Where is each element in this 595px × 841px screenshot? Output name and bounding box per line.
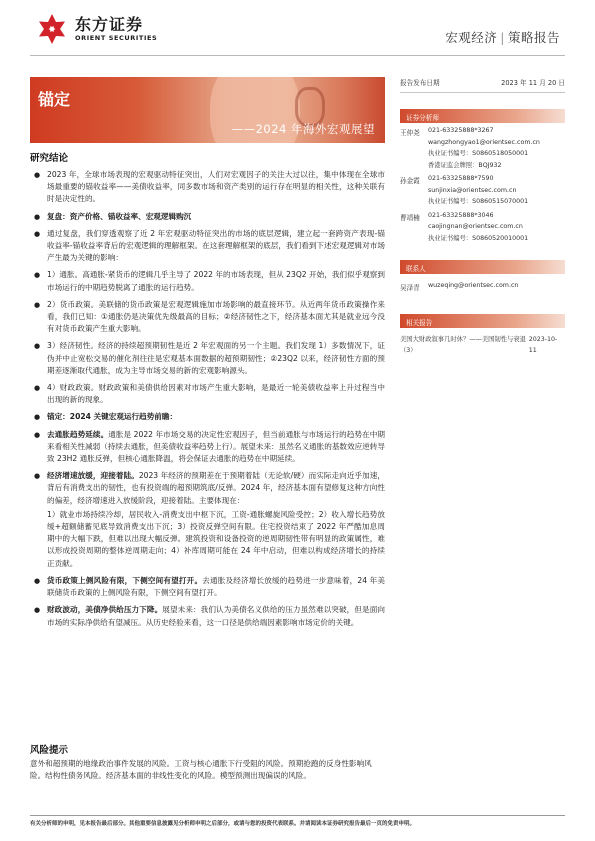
- bullet-paragraph: ● 2）货币政策。美联储的货币政策是宏观逻辑施加市场影响的最直接环节。从近两年货币政策操作来看，我们已知：①通胀仍是决策优先级最高的目标；②经济韧性之下，经济基本面尤其是就业远今没有对货币政策产生重大影响。: [34, 299, 385, 334]
- brand-logo: [35, 12, 157, 46]
- bullet-paragraph: ● 货币政策上侧风险有限，下侧空间有望打开。去通胀及经济增长放缓的趋势进一步意味着，24 年美联储货币政策的上侧风险有限，下侧空间有望打开。: [34, 575, 385, 598]
- bullet-paragraph: ● 2023 年，全球市场表现的宏观驱动特征突出，人们对宏观因子的关注大过以往，集中体现在全球市场最重要的锚收益率——美债收益率，同多数市场和资产类别的运行存在明显的相关性，这种关联有时是决定性的。: [34, 170, 385, 204]
- bullet-icon: ●: [34, 606, 41, 615]
- analyst-phone: 021-63325888*3267: [428, 127, 494, 134]
- bullet-icon: ●: [34, 413, 41, 422]
- analyst-phone: 021-63325888*3046: [428, 211, 494, 219]
- analyst-entry: [400, 210, 565, 245]
- contact-email[interactable]: wuzeqing@orientsec.com.cn: [428, 282, 519, 289]
- bullet-icon: ●: [34, 384, 41, 393]
- contact-entry: [400, 280, 565, 292]
- bullet-icon: ●: [34, 271, 41, 280]
- contacts-header: 联系人: [400, 260, 565, 274]
- bullet-icon: ●: [34, 472, 41, 481]
- brand-name-en: ORIENT SECURITIES: [75, 33, 158, 42]
- bullet-paragraph: ● 复盘：资产价格、锚收益率、宏观逻辑购沉: [30, 211, 385, 223]
- section-title: 风险提示: [30, 745, 69, 756]
- analyst-name: 孙金霞: [400, 177, 420, 185]
- bullet-paragraph: ● 4）财政政策。财政政策和美债供给因素对市场产生重大影响，是最近一轮美债收益率上升过程当中出现的新的现象。: [34, 383, 385, 405]
- bullet-icon: ●: [34, 430, 41, 439]
- bullet-paragraph: ● 通过复盘，我们穿透观察了近 2 年宏观驱动特征突出的市场的底层逻辑，建立起一套跨资产表现-锚收益率-锚收益率背后的宏观逻辑的理解框架。在这套理解框架的底层，我们看到下述宏观逻辑对市场产生最为关键的影响：: [34, 228, 385, 263]
- analyst-email[interactable]: caojingnan@orientsec.com.cn: [428, 223, 523, 230]
- analyst-cert: 执业证书编号：S0860520010001: [428, 234, 529, 242]
- bullet-paragraph: ● 锚定：2024 关键宏观运行趋势前瞻：: [30, 411, 385, 423]
- analyst-phone: 021-63325888*7590: [428, 175, 494, 182]
- related-report-title[interactable]: 美国大财政叙事几时休？——美国韧性与衰退（3）: [400, 336, 526, 354]
- report-date-row: [400, 77, 565, 93]
- orient-logo-icon: [35, 12, 69, 46]
- analyst-email[interactable]: sunjinxia@orientsec.com.cn: [428, 186, 517, 194]
- analyst-email[interactable]: wangzhongyao1@orientsec.com.cn: [428, 138, 540, 146]
- risk-section: [30, 742, 385, 782]
- header-divider: [30, 55, 565, 56]
- analyst-name: 王仲尧: [400, 129, 420, 137]
- sub-category-label: 策略报告: [507, 30, 560, 45]
- brand-name-cn: 东方证券: [75, 14, 144, 34]
- title-banner: [30, 77, 385, 143]
- bullet-icon: ●: [34, 342, 41, 351]
- related-report[interactable]: [400, 334, 565, 356]
- bullet-paragraph: ● 财政波动，美债净供给压力下降。展望未来：我们认为美债名义供给的压力虽然难以突破，但是面向市场的实际净供给有望减压。从历史经验来看，这一口径是供给端因素影响市场定价的关键。: [34, 605, 386, 627]
- analyst-cert: 香港证监会牌照：BQJ932: [428, 161, 502, 169]
- category-separator: |: [500, 30, 505, 45]
- analyst-entry: [400, 173, 565, 208]
- bullet-paragraph: ● 1）通胀。高通胀-紧货币的逻辑几乎主导了 2022 年的市场表现，但从 23Q2 开始，我们似乎观察到市场运行的中期趋势脱离了通胀的运行趋势。: [34, 270, 385, 292]
- report-category: [445, 28, 560, 46]
- bullet-icon: ●: [34, 576, 41, 585]
- sidebar: [400, 77, 565, 356]
- analyst-cert: 执业证书编号：S0860515070001: [428, 198, 529, 205]
- plain-paragraph: 1）就业市场持续冷却，居民收入-消费支出中枢下沉，工资-通胀螺旋风险受控；2）收入增长趋势放缓+超额储蓄见底导致消费支出下沉；3）投资反弹空间有限。住宅投资结束了 2022 年严酷加息周期中的大幅下跌，但难以出现大幅反弹。建筑投资和设备投资的逆周期韧性带有明显的政策属性，难以形成投资周期的整体逆周期走向；4）补库周期可能在 24 年中启动，但难以构成经济增长的持续正贡献。: [47, 509, 385, 568]
- section-title: 研究结论: [30, 153, 69, 164]
- bullet-paragraph: ● 3）经济韧性。经济的持续超预期韧性是近 2 年宏观面的另一个主题。我们发现 1）多数情况下，证伪并中止宽松交易的催化剂往往是宏观基本面数据的超预期韧性；②23Q2 以来，经济韧性方面的预期差逐渐取代通胀，成为主导市场交易的新的宏观影响源头。: [34, 341, 385, 375]
- report-date-value: 2023 年 11 月 20 日: [501, 79, 565, 87]
- bullet-paragraph: ● 去通胀趋势延续。通胀是 2022 年市场交易的决定性宏观因子，但当前通胀与市场运行的趋势在中期来看相关性减弱（持续去通胀，但美债收益率趋势上行）。展望未来：虽然名义通胀的基数效应逆转导致 23H2 通胀反弹，但核心通胀降温，将会保证去通胀的趋势在中期延续。: [34, 429, 386, 464]
- main-content: [30, 150, 385, 634]
- bullet-paragraph: ● 经济增速放缓，迎接着陆。2023 年经济的预期差在于预期着陆（无论软/硬）而实际走向近乎加速，背后有消费支出的韧性，也有投资端的超预期筑底/反弹。2024 年，经济基本面有望修复这种方向性的偏差，经济增速进入放缓阶段，迎接着陆。主要体现在：: [34, 471, 386, 505]
- related-header: 相关报告: [400, 314, 565, 328]
- report-date-label: 报告发布日期: [400, 79, 440, 87]
- related-report-date: 2023-10-11: [528, 336, 558, 354]
- risk-text: 意外和超预期的地缘政治事件发展的风险。工资与核心通胀下行受阻的风险。预期抢跑的反身性影响风险。结构性债务风险。经济基本面的非线性变化的风险。模型预测出现偏误的风险。: [30, 759, 372, 781]
- bullet-icon: ●: [34, 171, 41, 179]
- analysts-header: 证券分析师: [400, 109, 565, 123]
- category-label: 宏观经济: [445, 30, 498, 45]
- analyst-entry: [400, 125, 565, 171]
- bullet-icon: ●: [34, 300, 41, 309]
- bullet-icon: ●: [34, 229, 41, 238]
- bullet-icon: ●: [34, 212, 41, 221]
- analyst-name: 曹靖楠: [400, 213, 420, 222]
- analyst-cert: 执业证书编号：S0860518050001: [428, 150, 529, 157]
- report-title: 锚定: [38, 90, 71, 109]
- disclaimer-footer: 有关分析师的申明，见本报告最后部分。其他重要信息披露见分析师申明之后部分，或请与您的投资代表联系。并请阅读本证券研究报告最后一页的免责申明。: [30, 815, 565, 827]
- report-subtitle: ——2024 年海外宏观展望: [231, 122, 375, 136]
- contact-name: 吴泽青: [400, 284, 420, 292]
